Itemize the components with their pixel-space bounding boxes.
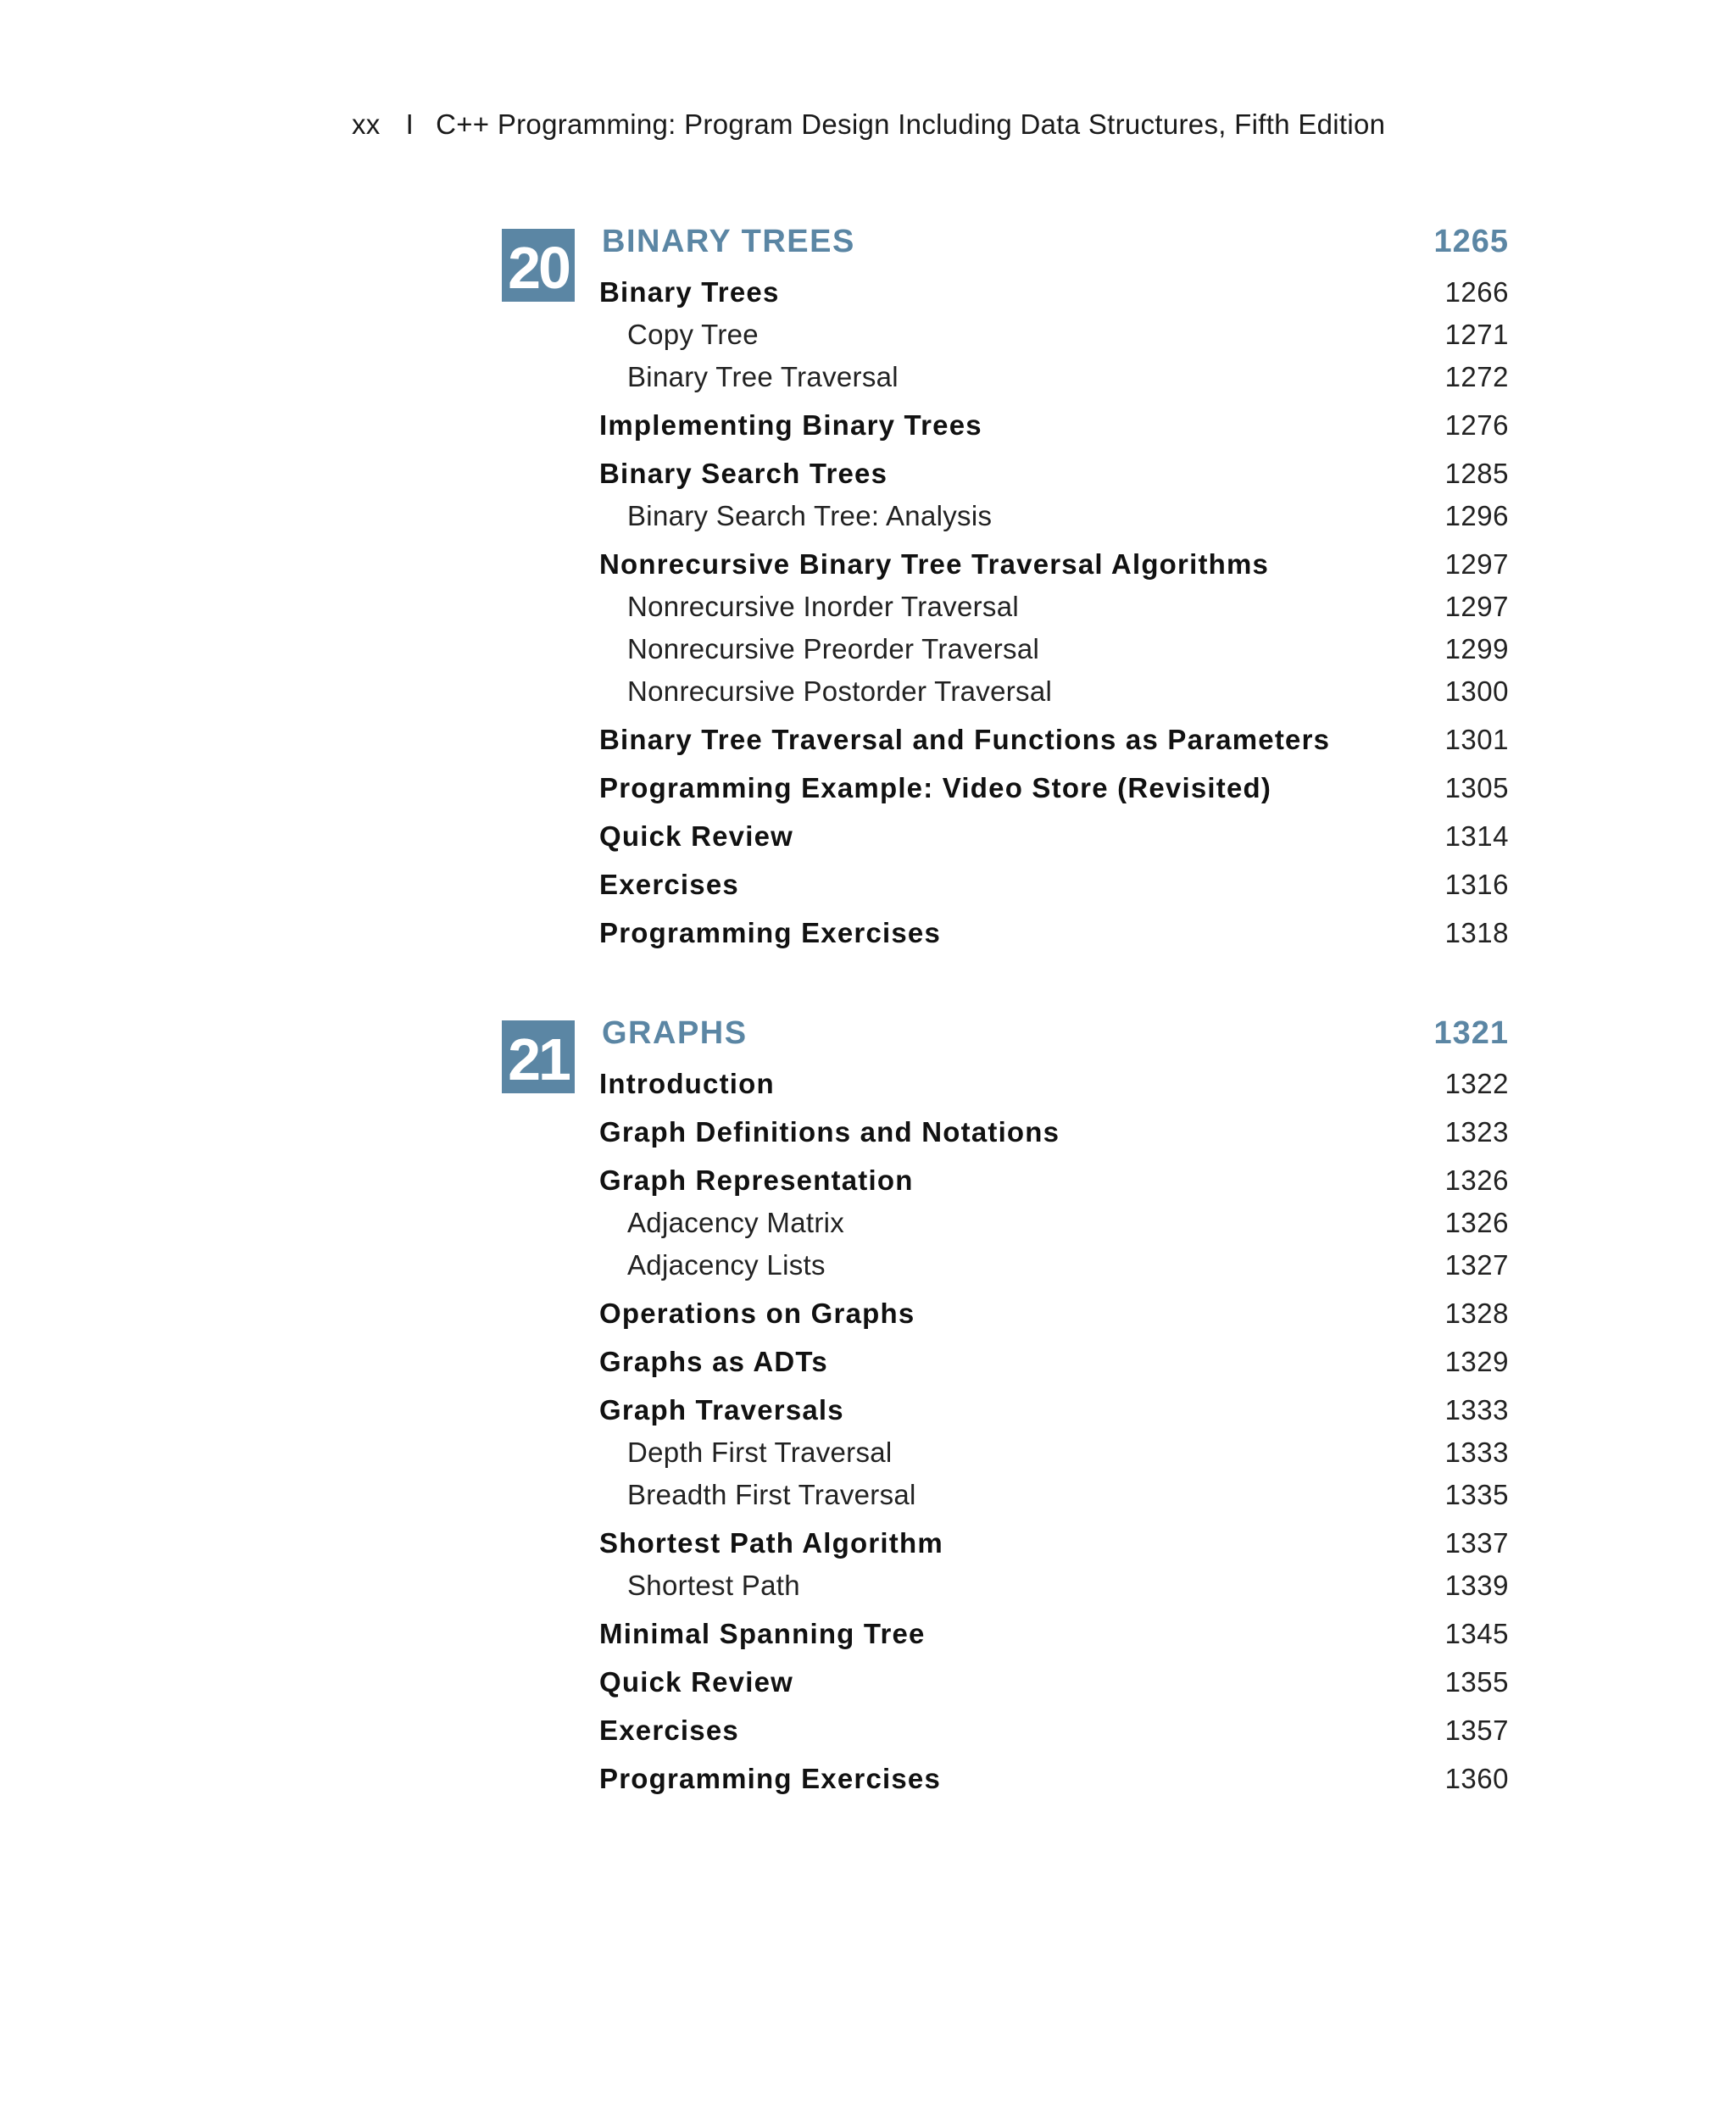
- toc-entry-page: 1318: [1444, 917, 1509, 948]
- toc-entry-label: Shortest Path: [627, 1570, 800, 1601]
- toc-entry-label: Breadth First Traversal: [627, 1479, 916, 1510]
- toc-entry-label: Graphs as ADTs: [599, 1346, 828, 1377]
- toc-entry-page: 1297: [1444, 548, 1509, 580]
- toc-entry[interactable]: [599, 724, 1509, 761]
- toc-entry-label: Graph Traversals: [599, 1394, 844, 1426]
- chapter-heading[interactable]: [602, 1015, 1509, 1058]
- toc-entry-page: 1345: [1444, 1618, 1509, 1649]
- toc-entry-label: Nonrecursive Inorder Traversal: [627, 591, 1020, 622]
- toc-entry[interactable]: [599, 458, 1509, 495]
- toc-entry-label: Binary Tree Traversal: [627, 361, 899, 392]
- toc-entry-label: Adjacency Matrix: [627, 1207, 845, 1238]
- toc-entry[interactable]: [599, 869, 1509, 906]
- toc-entry[interactable]: [599, 1394, 1509, 1431]
- toc-entry[interactable]: [599, 1666, 1509, 1703]
- running-head: [352, 108, 1385, 141]
- toc-entry-label: Depth First Traversal: [627, 1437, 893, 1468]
- toc-subentry[interactable]: [599, 361, 1509, 398]
- toc-subentry[interactable]: [599, 500, 1509, 537]
- toc-entry-page: 1271: [1444, 319, 1509, 350]
- toc-entry[interactable]: [599, 548, 1509, 586]
- toc-entry-page: 1339: [1444, 1570, 1509, 1601]
- toc-entry-page: 1272: [1444, 361, 1509, 392]
- toc-entry-page: 1360: [1444, 1763, 1509, 1794]
- toc-entry-page: 1326: [1444, 1164, 1509, 1196]
- toc-entry-label: Minimal Spanning Tree: [599, 1618, 926, 1649]
- toc-entry-page: 1323: [1444, 1116, 1509, 1148]
- toc-entry-label: Implementing Binary Trees: [599, 409, 982, 441]
- toc-entry-label: Quick Review: [599, 820, 793, 852]
- toc-entry[interactable]: [599, 820, 1509, 858]
- toc-entry-label: Binary Tree Traversal and Functions as Parameters: [599, 724, 1331, 755]
- toc-entry[interactable]: [599, 1298, 1509, 1335]
- toc-entry-page: 1329: [1444, 1346, 1509, 1377]
- toc-entry-label: Binary Search Tree: Analysis: [627, 500, 993, 531]
- toc-entry-page: 1305: [1444, 772, 1509, 803]
- toc-entry[interactable]: [599, 1527, 1509, 1565]
- toc-entry-page: 1266: [1444, 276, 1509, 308]
- chapter-number-badge: 21: [502, 1020, 575, 1093]
- toc-subentry[interactable]: [599, 591, 1509, 628]
- toc-entry[interactable]: [599, 276, 1509, 314]
- chapter-page: 1265: [1433, 224, 1509, 259]
- toc-entry-page: 1335: [1444, 1479, 1509, 1510]
- chapter-title: GRAPHS: [602, 1015, 748, 1051]
- toc-subentry[interactable]: [599, 675, 1509, 713]
- toc-entry[interactable]: [599, 1164, 1509, 1202]
- toc-entry-page: 1333: [1444, 1394, 1509, 1426]
- toc-entry-label: Nonrecursive Binary Tree Traversal Algorithms: [599, 548, 1270, 580]
- toc-entry-label: Nonrecursive Postorder Traversal: [627, 675, 1053, 707]
- toc-entry-page: 1322: [1444, 1068, 1509, 1099]
- toc-entry-page: 1333: [1444, 1437, 1509, 1468]
- toc-subentry[interactable]: [599, 1437, 1509, 1474]
- toc-entry-page: 1327: [1444, 1249, 1509, 1281]
- toc-entry-label: Exercises: [599, 1715, 739, 1746]
- chapter-heading[interactable]: [602, 224, 1509, 266]
- toc-entry[interactable]: [599, 1618, 1509, 1655]
- toc-entry-page: 1296: [1444, 500, 1509, 531]
- toc-entry[interactable]: [599, 1763, 1509, 1800]
- toc-entry-label: Binary Search Trees: [599, 458, 888, 489]
- toc-entry[interactable]: [599, 917, 1509, 954]
- toc-subentry[interactable]: [599, 1570, 1509, 1607]
- toc-subentry[interactable]: [599, 633, 1509, 670]
- toc-entry-page: 1316: [1444, 869, 1509, 900]
- toc-entry-label: Exercises: [599, 869, 739, 900]
- toc-entry-page: 1355: [1444, 1666, 1509, 1698]
- toc-entry-page: 1326: [1444, 1207, 1509, 1238]
- toc-entry-label: Graph Representation: [599, 1164, 914, 1196]
- toc-entry[interactable]: [599, 772, 1509, 809]
- toc-entry-label: Quick Review: [599, 1666, 793, 1698]
- chapter-page: 1321: [1433, 1015, 1509, 1051]
- toc-subentry[interactable]: [599, 1207, 1509, 1244]
- toc-entry-page: 1299: [1444, 633, 1509, 664]
- toc-entry-page: 1357: [1444, 1715, 1509, 1746]
- chapter-title: BINARY TREES: [602, 224, 855, 259]
- page-number: xx: [352, 108, 381, 140]
- toc-entry[interactable]: [599, 1068, 1509, 1105]
- toc-entry-page: 1328: [1444, 1298, 1509, 1329]
- toc-entry[interactable]: [599, 1116, 1509, 1153]
- toc-entry-page: 1314: [1444, 820, 1509, 852]
- toc-subentry[interactable]: [599, 319, 1509, 356]
- toc-entry-label: Programming Example: Video Store (Revisited): [599, 772, 1272, 803]
- toc-entry[interactable]: [599, 1715, 1509, 1752]
- toc-entry-page: 1276: [1444, 409, 1509, 441]
- toc-entry-label: Copy Tree: [627, 319, 759, 350]
- toc-entry-label: Introduction: [599, 1068, 775, 1099]
- toc-entry-page: 1337: [1444, 1527, 1509, 1559]
- toc-entry-page: 1300: [1444, 675, 1509, 707]
- toc-entry-label: Programming Exercises: [599, 917, 942, 948]
- toc-entry-label: Graph Definitions and Notations: [599, 1116, 1060, 1148]
- toc-entry-page: 1301: [1444, 724, 1509, 755]
- toc-entry[interactable]: [599, 1346, 1509, 1383]
- toc-subentry[interactable]: [599, 1249, 1509, 1287]
- toc-entry-label: Shortest Path Algorithm: [599, 1527, 943, 1559]
- toc-entry-label: Adjacency Lists: [627, 1249, 826, 1281]
- toc-entry-label: Binary Trees: [599, 276, 780, 308]
- toc-entry-label: Nonrecursive Preorder Traversal: [627, 633, 1040, 664]
- toc-entry-page: 1285: [1444, 458, 1509, 489]
- toc-entry-label: Operations on Graphs: [599, 1298, 915, 1329]
- chapter-number-badge: 20: [502, 229, 575, 302]
- header-separator: I: [405, 108, 415, 140]
- book-title: C++ Programming: Program Design Including Data Structures, Fifth Edition: [436, 108, 1386, 140]
- toc-entry[interactable]: [599, 409, 1509, 447]
- toc-subentry[interactable]: [599, 1479, 1509, 1516]
- toc-entry-page: 1297: [1444, 591, 1509, 622]
- toc-entry-label: Programming Exercises: [599, 1763, 942, 1794]
